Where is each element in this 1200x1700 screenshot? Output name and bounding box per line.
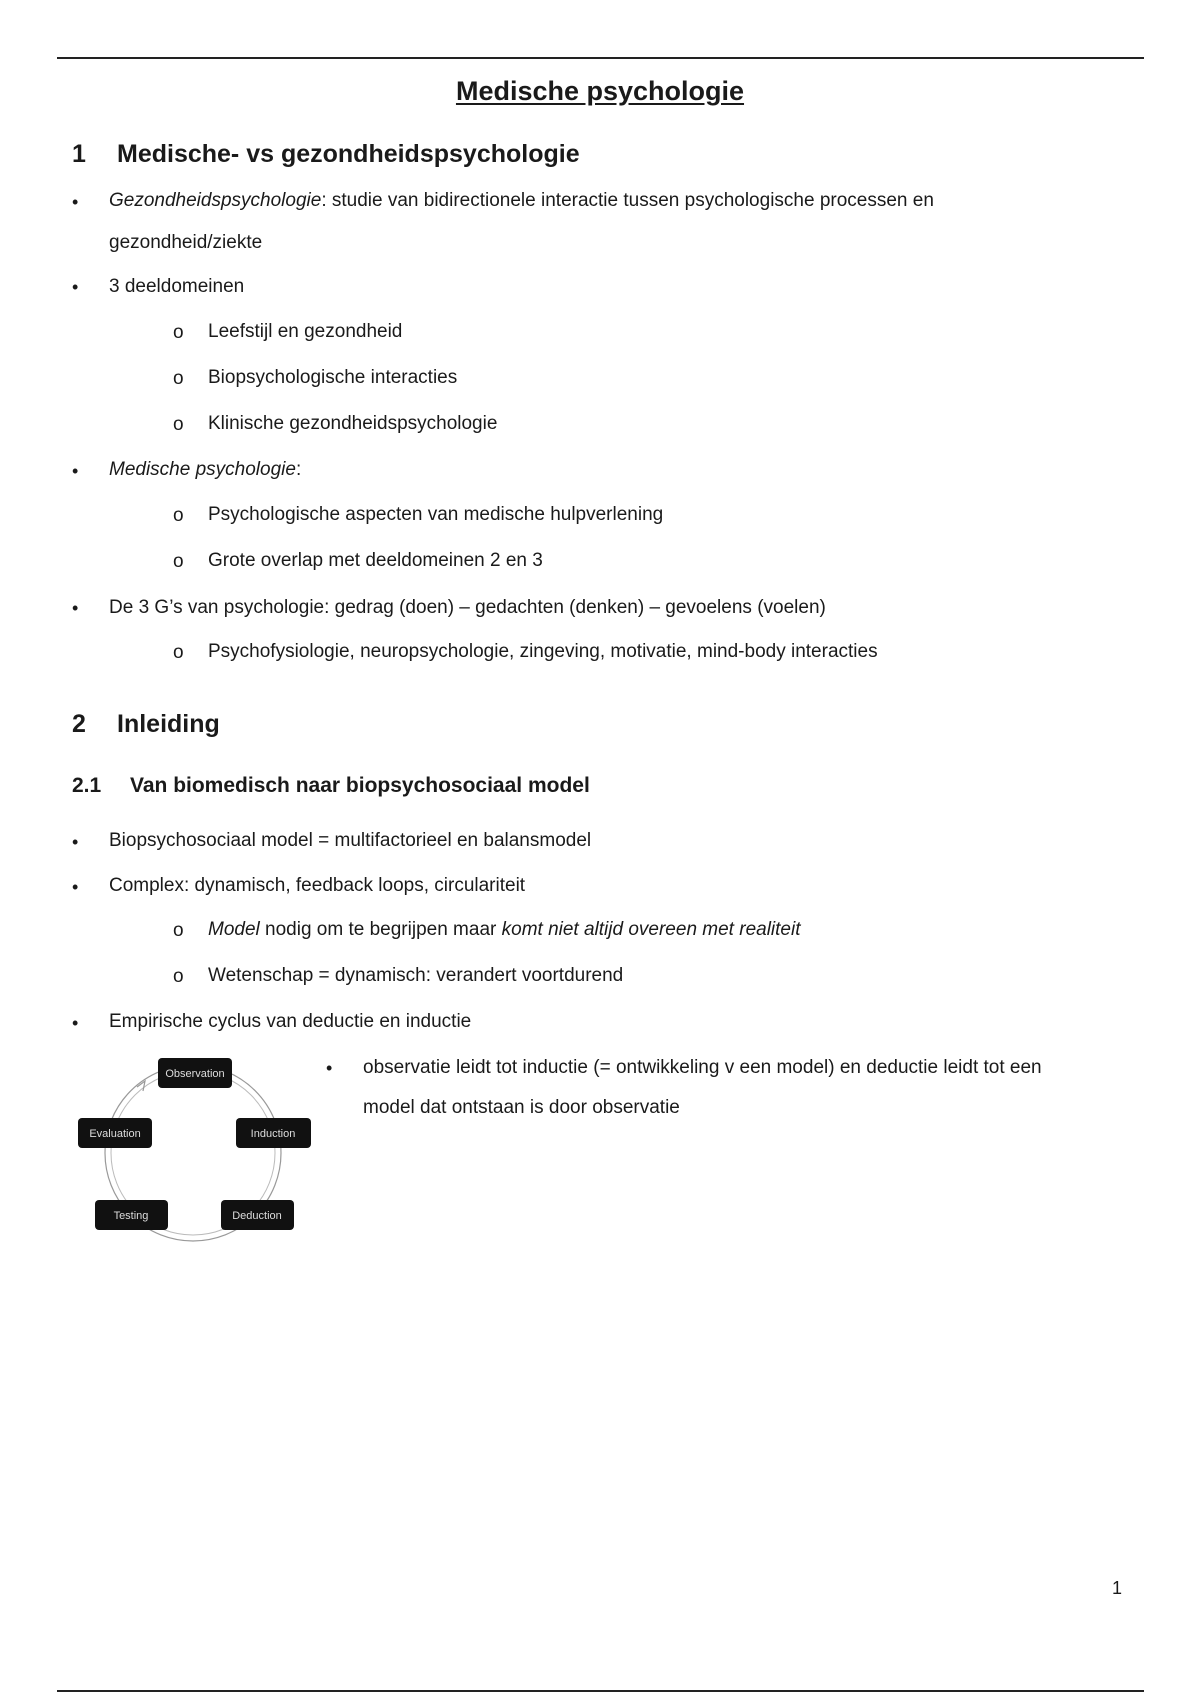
svg-text:Evaluation: Evaluation [89, 1128, 141, 1140]
subsection-title: Van biomedisch naar biopsychosociaal model [130, 774, 590, 797]
bullet-dot: • [72, 461, 79, 481]
side-list-item: observatie leidt tot inductie (= ontwikkeling v een model) en deductie leidt tot een [363, 1057, 1042, 1078]
section-number: 1 [72, 140, 86, 168]
list-item: De 3 G’s van psychologie: gedrag (doen) – gedachten (denken) – gevoelens (voelen) [109, 597, 826, 618]
text: nodig om te begrijpen maar [259, 919, 502, 940]
definition: : studie van bidirectionele interactie tussen psychologische processen en [321, 190, 934, 211]
list-item: Complex: dynamisch, feedback loops, circulariteit [109, 875, 526, 896]
definition: : [295, 459, 302, 480]
subsection-heading-2-1 [72, 774, 590, 798]
bullet-o: o [173, 551, 184, 572]
bullet-o: o [173, 505, 184, 526]
bullet-o: o [173, 642, 184, 663]
cycle-node-observation [158, 1058, 232, 1088]
cycle-svg [75, 1055, 325, 1255]
subsection-number: 2.1 [72, 774, 102, 797]
cycle-node-testing [95, 1200, 168, 1230]
sub-list-item: Biopsychologische interacties [208, 367, 458, 388]
emphasis: komt niet altijd overeen met realiteit [501, 919, 801, 940]
sub-list-item: Psychologische aspecten van medische hulpverlening [208, 504, 664, 525]
list-item: Empirische cyclus van deductie en inductie [109, 1011, 472, 1032]
bullet-dot: • [72, 832, 79, 852]
bullet-o: o [173, 368, 184, 389]
sub-list-item: Klinische gezondheidspsychologie [208, 413, 498, 434]
term: Gezondheidspsychologie [109, 190, 322, 211]
bullet-o: o [173, 920, 184, 941]
section-title: Medische- vs gezondheidspsychologie [117, 140, 580, 168]
term: Model [208, 919, 260, 940]
section-title: Inleiding [117, 710, 220, 738]
cycle-node-deduction [221, 1200, 294, 1230]
list-item: Biopsychosociaal model = multifactorieel en balansmodel [109, 830, 592, 851]
bullet-dot: • [326, 1058, 333, 1078]
cycle-node-evaluation [78, 1118, 152, 1148]
bullet-o: o [173, 414, 184, 435]
sub-list-item: Grote overlap met deeldomeinen 2 en 3 [208, 550, 543, 571]
page-number: 1 [1112, 1578, 1123, 1598]
list-item-continuation: gezondheid/ziekte [109, 232, 263, 253]
bullet-dot: • [72, 877, 79, 897]
sub-list-item: Psychofysiologie, neuropsychologie, zingeving, motivatie, mind-body interacties [208, 641, 878, 662]
top-rule [57, 57, 1144, 59]
sub-list-item: Leefstijl en gezondheid [208, 321, 403, 342]
bullet-dot: • [72, 598, 79, 618]
list-item [109, 459, 301, 481]
section-number: 2 [72, 710, 86, 738]
bottom-rule [57, 1690, 1144, 1692]
svg-text:Induction: Induction [250, 1128, 296, 1140]
bullet-dot: • [72, 1013, 79, 1033]
page-title: Medische psychologie [455, 76, 745, 106]
term: Medische psychologie [109, 459, 296, 480]
empirical-cycle-diagram [75, 1055, 325, 1255]
bullet-o: o [173, 966, 184, 987]
svg-text:Deduction: Deduction [232, 1210, 282, 1222]
svg-text:Testing: Testing [113, 1210, 149, 1222]
list-item: 3 deeldomeinen [109, 276, 245, 297]
cycle-node-induction [236, 1118, 311, 1148]
section-heading-2 [72, 710, 220, 739]
section-heading-1 [72, 140, 580, 169]
bullet-o: o [173, 322, 184, 343]
side-list-item-continuation: model dat ontstaan is door observatie [363, 1097, 680, 1118]
bullet-dot: • [72, 192, 79, 212]
sub-list-item [208, 919, 801, 941]
bullet-dot: • [72, 277, 79, 297]
list-item [109, 190, 934, 212]
svg-text:Observation: Observation [165, 1068, 225, 1080]
sub-list-item: Wetenschap = dynamisch: verandert voortdurend [208, 965, 624, 986]
